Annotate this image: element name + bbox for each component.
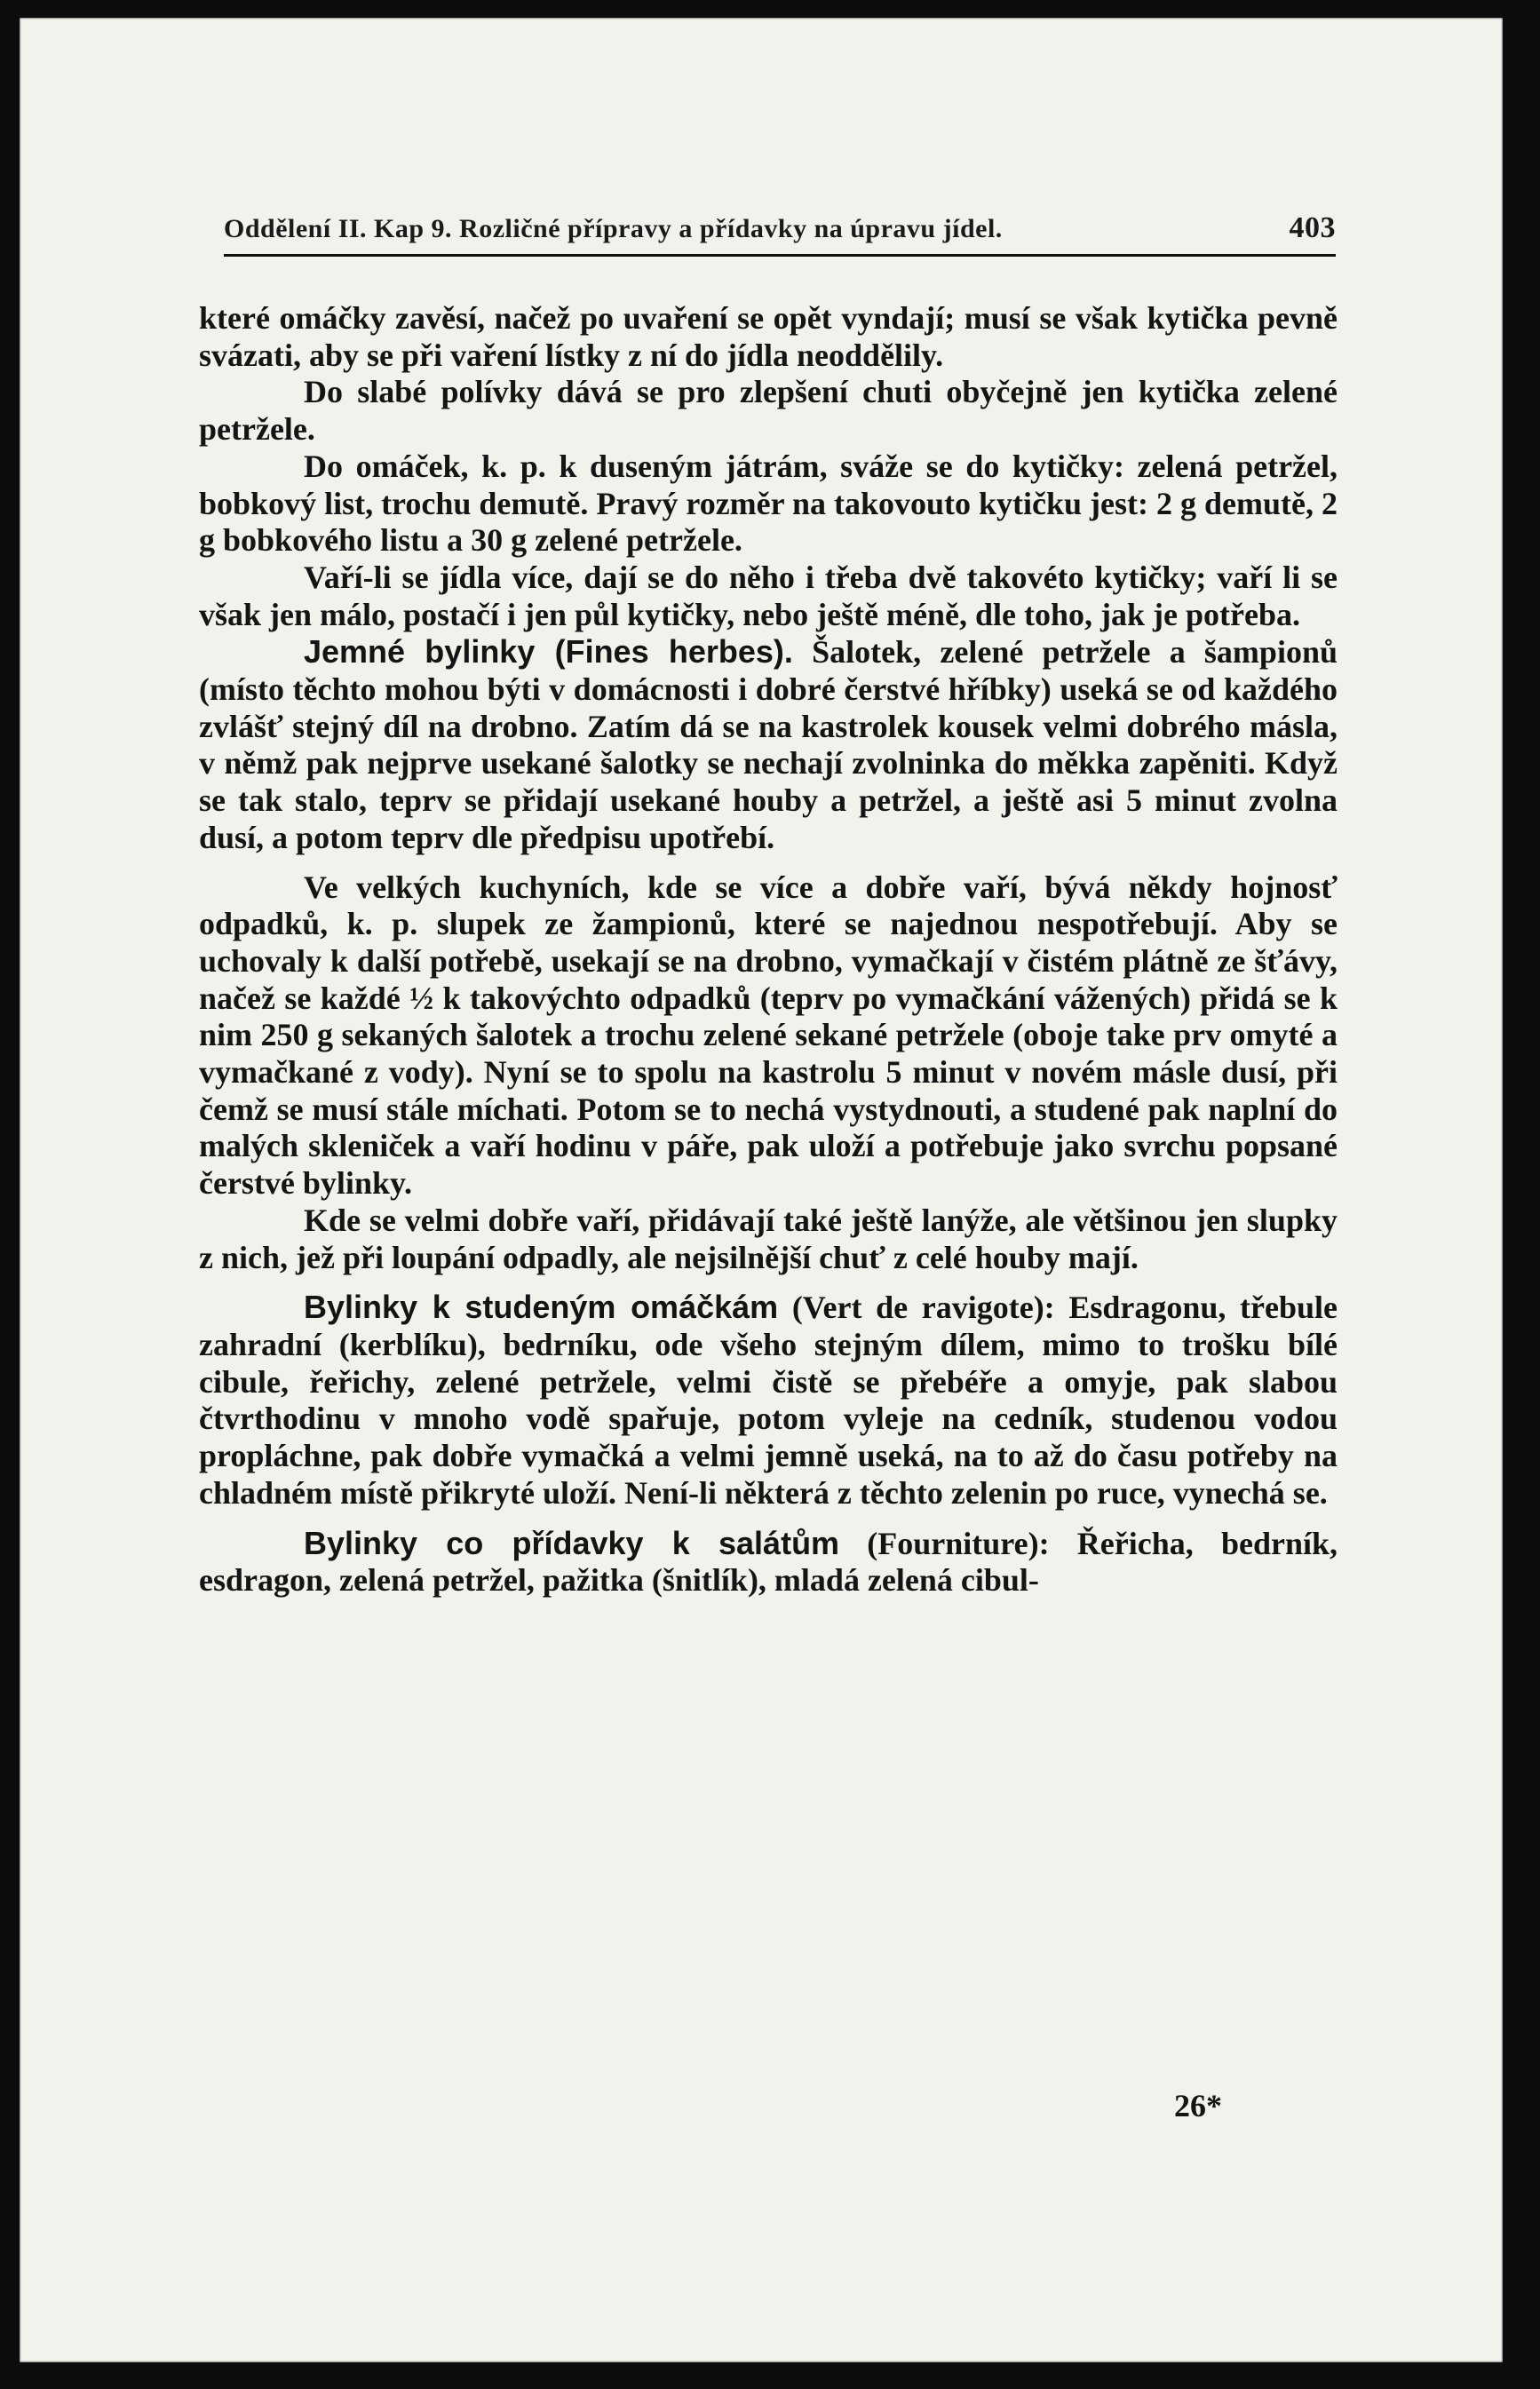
paragraph-text: (Vert de ravigote): Esdragonu, třebule zahradní (kerblíku), bedrníku, ode všeho stejným dílem, mimo to trošku bílé cibule, řeřichy, zelené petržele, velmi čistě se přebéře a omyje, pak slabou čtvrthodinu v mnoho vodě spařuje, potom vyleje na cedník, studenou vodou propláchne, pak dobře vymačká a velmi jemně useká, na to až do času potřeby na chladném místě přikryté uloží. Není-li některá z těchto zelenin po ruce, vynechá se. xyxy=(199,1290,1338,1511)
paragraph-text: Do slabé polívky dává se pro zlepšení chuti obyčejně jen kytička zelené petržele. xyxy=(199,374,1338,448)
page-number: 403 xyxy=(1289,211,1336,244)
paragraph xyxy=(199,633,1338,856)
paragraph-text: Ve velkých kuchyních, kde se více a dobře vaří, bývá někdy hojnosť odpadků, k. p. slupek ze žampionů, které se najednou nespotřebují. Aby se uchovaly k další potřebě, usekají se na drobno, vymačkají v čistém plátně ze šťávy, načež se každé ½ k takovýchto odpadků (teprv po vymačkání vážených) přidá se k nim 250 g sekaných šalotek a trochu zelené sekané petržele (oboje take prv omyté a vymačkané z vody). Nyní se to spolu na kastrolu 5 minut v novém másle dusí, při čemž se musí stále míchati. Potom se to nechá vystydnouti, a studené pak naplní do malých skleniček a vaří hodinu v páře, pak uloží a potřebuje jako svrchu popsané čerstvé bylinky. xyxy=(199,869,1338,1202)
paragraph-heading: Jemné bylinky (Fines herbes). xyxy=(304,633,793,671)
paragraph-text: Kde se velmi dobře vaří, přidávají také ještě lanýže, ale většinou jen slupky z nich, jež při loupání odpadly, ale nejsilnější chuť z celé houby mají. xyxy=(199,1202,1338,1275)
paragraph xyxy=(199,1525,1338,1599)
paragraph xyxy=(199,300,1338,374)
paragraph-text: Šalotek, zelené petržele a šampionů (místo těchto mohou býti v domácnosti i dobré čerstvé hříbky) useká se od každého zvlášť stejný díl na drobno. Zatím dá se na kastrolek kousek velmi dobrého másla, v němž pak nejprve usekané šalotky se nechají zvolninka do měkka zapěniti. Když se tak stalo, teprv se přidají usekané houby a petržel, a ještě asi 5 minut zvolna dusí, a potom teprv dle předpisu upotřebí. xyxy=(199,634,1338,855)
paragraph-heading: Bylinky co přídavky k salátům xyxy=(304,1524,840,1561)
paragraph-text: Do omáček, k. p. k duseným játrám, sváže se do kytičky: zelená petržel, bobkový list, trochu demutě. Pravý rozměr na takovouto kytičku jest: 2 g demutě, 2 g bobkového listu a 30 g zelené petržele. xyxy=(199,448,1338,559)
signature-mark: 26* xyxy=(1174,2088,1222,2123)
paragraph-heading: Bylinky k studeným omáčkám xyxy=(304,1289,779,1326)
book-page xyxy=(20,18,1503,2362)
paragraph xyxy=(199,560,1338,633)
paragraph xyxy=(199,869,1338,1202)
paragraph-text: které omáčky zavěsí, načež po uvaření se opět vyndají; musí se však kytička pevně svázati, aby se při vaření lístky z ní do jídla neoddělily. xyxy=(199,300,1338,373)
paragraph-text: Vaří-li se jídla více, dají se do něho i třeba dvě takovéto kytičky; vaří li se však jen málo, postačí i jen půl kytičky, nebo ještě méně, dle toho, jak je potřeba. xyxy=(199,559,1338,632)
chapter-title: Oddělení II. Kap 9. Rozličné přípravy a přídavky na úpravu jídel. xyxy=(224,214,1003,243)
paragraph-text: (Fourniture): Řeřicha, bedrník, esdragon, zelená petržel, pažitka (šnitlík), mladá zelená cibul- xyxy=(199,1525,1338,1599)
body-text xyxy=(199,300,1338,1599)
paragraph xyxy=(199,1289,1338,1512)
running-header xyxy=(224,211,1336,257)
paragraph xyxy=(199,374,1338,448)
paragraph xyxy=(199,1202,1338,1276)
paragraph xyxy=(199,448,1338,560)
